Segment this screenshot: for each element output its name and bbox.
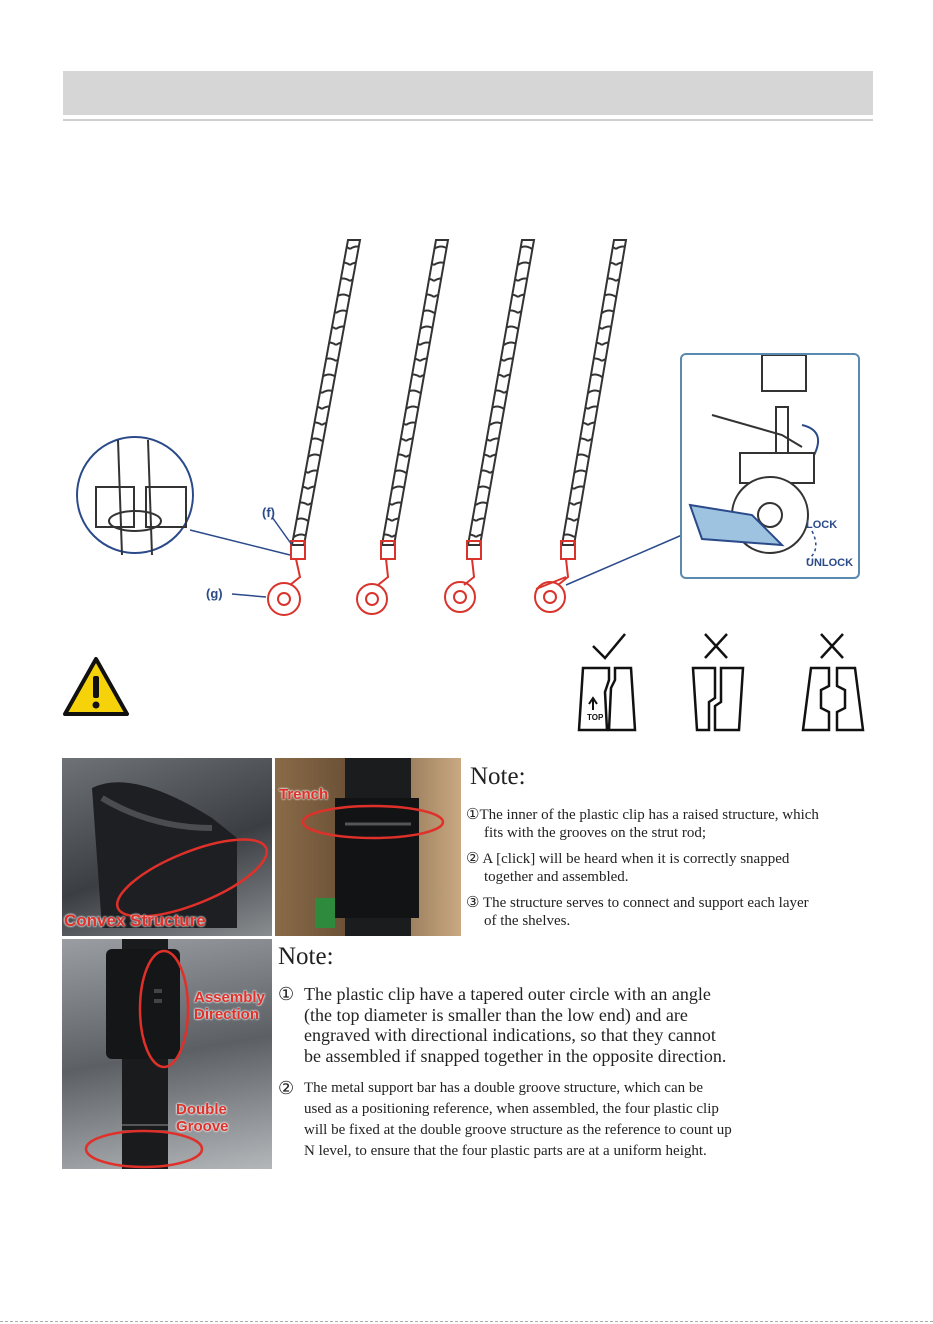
note1-item-2: ② A [click] will be heard when it is correctly snapped together and assembled.: [466, 851, 790, 885]
note2-item-2: ② The metal support bar has a double groove structure, which can be used as a positioning reference, when assembled, the four plastic clip will be fixed at the double groove structure as the reference to count up N level, to ensure that the four plastic parts are at a uniform height.: [278, 1078, 732, 1159]
callout-g-label: (g): [206, 586, 223, 601]
warning-triangle-icon: [62, 656, 130, 718]
lock-label: LOCK: [806, 519, 838, 531]
note2-item-1: ① The plastic clip have a tapered outer circle with an angle (the top diameter is smaller than the low end) and are engraved with directional indications, so that they cannot be assembled if snapped together in the opposite direction.: [278, 984, 727, 1066]
clip-detail-circle: [77, 437, 193, 555]
trench-photo-drawing: [275, 758, 461, 936]
top-mark-label: TOP: [587, 713, 604, 722]
checkmark-icon: [593, 634, 625, 658]
cross-icon: [821, 634, 843, 658]
photo-trench: [275, 758, 461, 936]
unlock-label: UNLOCK: [806, 557, 854, 569]
header-rule: [63, 119, 873, 121]
clip-photo-drawing: [62, 758, 272, 936]
caster-detail-drawing: [682, 355, 858, 577]
cross-icon: [705, 634, 727, 658]
caster-1: [268, 559, 300, 615]
pole-3: [468, 240, 534, 545]
pole-photo-drawing: [62, 939, 272, 1169]
clip-wrong-2: [803, 668, 863, 730]
caster-detail-box: [680, 353, 860, 579]
photo-convex-structure: [62, 758, 272, 936]
pole-1: [292, 240, 360, 545]
double-groove-label: Double Groove: [176, 1101, 229, 1135]
clip-wrong-1: [693, 668, 743, 730]
note1-item-3: ③ The structure serves to connect and support each layer of the shelves.: [466, 895, 809, 929]
note1-title: Note:: [470, 763, 526, 790]
caster-2: [357, 559, 388, 614]
trench-label: Trench: [279, 786, 329, 803]
pole-2: [382, 240, 448, 545]
note2-title: Note:: [278, 943, 334, 970]
callout-f-label: (f): [262, 505, 275, 520]
photo-assembly-direction: [62, 939, 272, 1169]
header-bar: [63, 71, 873, 115]
caster-4: [535, 559, 568, 612]
note1-item-1: ①The inner of the plastic clip has a raised structure, which fits with the grooves on the strut rod;: [466, 807, 819, 841]
note1-list: [466, 806, 876, 930]
pole-4: [562, 240, 626, 545]
page-bottom-border: [0, 1321, 933, 1322]
clip-orientation-diagram: [575, 628, 875, 738]
note2-list: [278, 984, 838, 1162]
assembly-direction-label: Assembly Direction: [194, 989, 265, 1023]
caster-3: [445, 559, 475, 612]
convex-structure-label: Convex Structure: [64, 911, 206, 930]
